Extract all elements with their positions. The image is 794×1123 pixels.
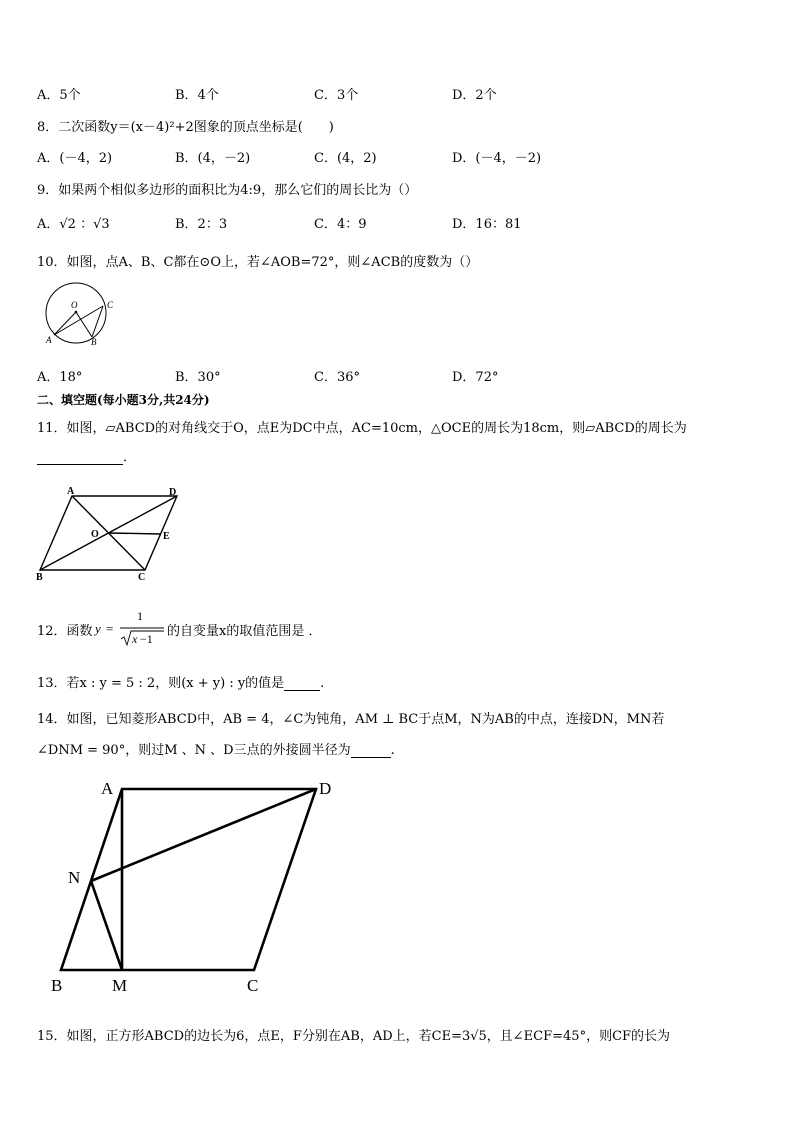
q12-formula (93, 606, 165, 648)
label-b: B (91, 337, 97, 347)
q11-text: 11．如图，▱ABCD的对角线交于O，点E为DC中点，AC=10cm，△OCE的周长为18cm，则▱ABCD的周长为 (37, 421, 687, 436)
segment-bc (92, 306, 103, 337)
q9-option-a: A．√2 ：√3 (37, 217, 110, 232)
q13-text: 13．若x : y = 5 : 2，则(x + y) : y的值是 (37, 676, 285, 691)
q11-answer-blank[interactable] (37, 450, 123, 465)
label-c: C (138, 572, 146, 583)
label-e: E (163, 531, 170, 542)
q9-option-d: D．16：81 (452, 217, 522, 232)
q11-end: ． (123, 450, 137, 465)
q14-rhombus-figure (40, 770, 350, 1000)
q8-option-d: D．(－4，－2) (452, 151, 542, 166)
svg-text:=: = (106, 621, 114, 636)
label-c: C (247, 976, 259, 995)
q11-parallelogram-figure (32, 484, 192, 584)
segment-oe (108, 533, 161, 534)
svg-text:x: x (132, 632, 138, 646)
q13-end: . (320, 676, 325, 691)
q8-option-a: A．(－4，2) (37, 151, 113, 166)
q10-text: 10．如图，点A、B、C都在⊙O上，若∠AOB=72°，则∠ACB的度数为（） (37, 255, 479, 270)
section-heading-fill-blank: 二、填空题(每小题3分,共24分) (37, 393, 210, 407)
segment-nm (91, 881, 122, 970)
q10-option-b: B．30° (175, 370, 221, 385)
q7-option-d: D．2个 (452, 88, 497, 103)
q10-option-c: C．36° (314, 370, 360, 385)
q7-option-c: C．3个 (314, 88, 359, 103)
label-a: A (101, 779, 114, 798)
label-b: B (36, 572, 43, 583)
segment-nd (91, 789, 316, 881)
q14-line1: 14．如图，已知菱形ABCD中，AB = 4，∠C为钝角，AM ⊥ BC于点M，N为AB的中点，连接DN，MN若 (37, 712, 665, 727)
label-d: D (169, 487, 177, 498)
q7-option-a: A．5个 (37, 88, 81, 103)
q14-answer-blank[interactable] (351, 744, 391, 758)
label-a: A (67, 486, 75, 497)
q14-end: . (390, 743, 395, 758)
q13-answer-blank[interactable] (284, 677, 320, 691)
label-n: N (68, 868, 81, 887)
segment-ob (76, 312, 92, 337)
q8-option-c: C．(4，2) (314, 151, 377, 166)
q9-option-b: B．2：3 (175, 217, 228, 232)
q9-option-c: C．4：9 (314, 217, 367, 232)
label-a: A (46, 335, 52, 345)
q8-option-b: B．(4，－2) (175, 151, 251, 166)
label-c: C (107, 300, 114, 310)
q14-line2: ∠DNM = 90°，则过M 、N 、D三点的外接圆半径为 (37, 743, 351, 758)
q7-option-b: B．4个 (175, 88, 219, 103)
label-o: O (71, 300, 78, 310)
q10-circle-figure (36, 280, 122, 348)
q10-option-d: D．72° (452, 370, 499, 385)
label-m: M (112, 976, 128, 995)
q8-text: 8．二次函数y＝(x－4)²+2图象的顶点坐标是( ) (37, 120, 334, 135)
center-dot (75, 311, 78, 314)
label-o: O (91, 529, 99, 540)
q13-line (37, 672, 324, 691)
q11-answer-line (37, 446, 136, 465)
label-d: D (319, 779, 332, 798)
q9-text: 9．如果两个相似多边形的面积比为4:9，那么它们的周长比为（） (37, 183, 418, 198)
q10-option-a: A．18° (37, 370, 83, 385)
rhombus-abcd (61, 789, 316, 970)
svg-text:−1: −1 (140, 632, 153, 646)
svg-text:y: y (95, 621, 101, 636)
label-b: B (51, 976, 63, 995)
svg-text:1: 1 (137, 609, 143, 623)
q15-text: 15．如图，正方形ABCD的边长为6，点E，F分别在AB，AD上，若CE=3√5，且∠ECF=45°，则CF的长为 (37, 1029, 671, 1044)
q12-prefix: 12．函数 (37, 624, 93, 639)
q12-suffix: 的自变量x的取值范围是 ． (167, 624, 322, 639)
segment-ac (54, 306, 103, 335)
q14-line2-wrap (37, 739, 395, 758)
